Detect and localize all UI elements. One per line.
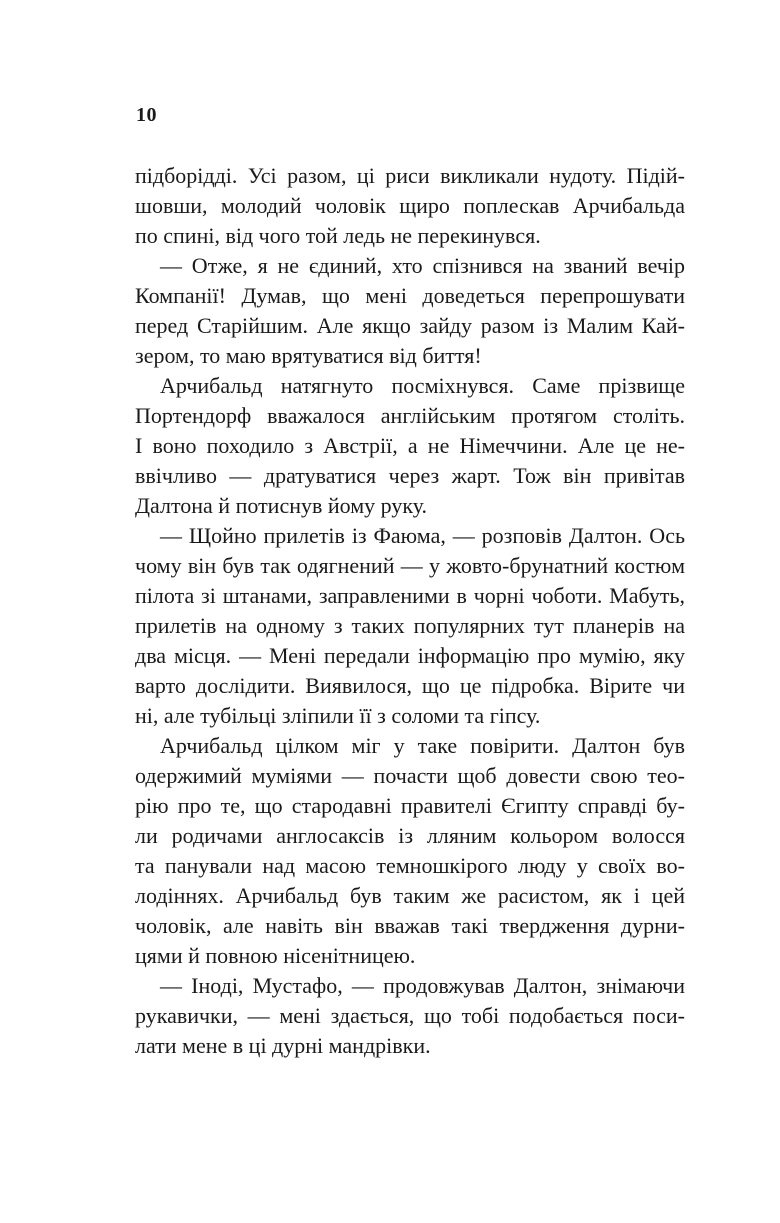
text-line: — Щойно прилетів із Фаюма, — розповів Далтон. Ось	[160, 523, 685, 548]
text-line: та панували над масою темношкірого люду у своїх во-	[135, 853, 685, 878]
paragraph	[135, 521, 685, 731]
paragraph	[135, 251, 685, 371]
text-line: рукавички, — мені здається, що тобі подобається поси-	[135, 1003, 685, 1028]
text-line: І воно походило з Австрії, а не Німеччини. Але це не-	[135, 433, 685, 458]
text-line: пілота зі штанами, заправленими в чорні чоботи. Мабуть,	[135, 583, 685, 608]
text-line: два місця. — Мені передали інформацію про мумію, яку	[135, 643, 685, 668]
text-line: Арчибальд цілком міг у таке повірити. Далтон був	[160, 733, 685, 758]
text-line: варто дослідити. Виявилося, що це підробка. Вірите чи	[135, 673, 685, 698]
text-line: ні, але тубільці зліпили її з соломи та гіпсу.	[135, 703, 541, 728]
text-line: — Отже, я не єдиний, хто спізнився на званий вечір	[160, 253, 685, 278]
text-line: цями й повною нісенітницею.	[135, 943, 416, 968]
text-line: Компанії! Думав, що мені доведеться перепрошувати	[135, 283, 685, 308]
text-line: одержимий муміями — почасти щоб довести свою тео-	[135, 763, 685, 788]
paragraph	[135, 371, 685, 521]
text-line: чому він був так одягнений — у жовто-брунатний костюм	[135, 553, 685, 578]
paragraph	[135, 731, 685, 971]
text-line: шовши, молодий чоловік щиро поплескав Арчибальда	[135, 193, 685, 218]
paragraph	[135, 161, 685, 251]
text-line: лодіннях. Арчибальд був таким же расистом, як і цей	[135, 883, 685, 908]
text-line: Далтона й потиснув йому руку.	[135, 493, 428, 518]
text-line: зером, то маю врятуватися від биття!	[135, 343, 482, 368]
paragraph	[135, 971, 685, 1061]
text-line: Арчибальд натягнуто посміхнувся. Саме прізвище	[160, 373, 685, 398]
text-line: Портендорф вважалося англійським протягом століть.	[135, 403, 685, 428]
text-line: ли родичами англосаксів із лляним кольором волосся	[135, 823, 685, 848]
text-line: перед Старійшим. Але якщо зайду разом із Малим Кай-	[135, 313, 685, 338]
text-line: — Іноді, Мустафо, — продовжував Далтон, знімаючи	[160, 973, 685, 998]
text-line: прилетів на одному з таких популярних тут планерів на	[135, 613, 685, 638]
text-block	[135, 161, 685, 1061]
text-line: чоловік, але навіть він вважав такі твердження дурни-	[135, 913, 685, 938]
text-line: підборідді. Усі разом, ці риси викликали нудоту. Підій-	[135, 163, 685, 188]
text-line: по спині, від чого той ледь не перекинувся.	[135, 223, 541, 248]
text-line: лати мене в ці дурні мандрівки.	[135, 1033, 431, 1058]
page-number: 10	[136, 104, 157, 126]
text-line: ввічливо — дратуватися через жарт. Тож він привітав	[135, 463, 685, 488]
text-line: рію про те, що стародавні правителі Єгипту справді бу-	[135, 793, 685, 818]
